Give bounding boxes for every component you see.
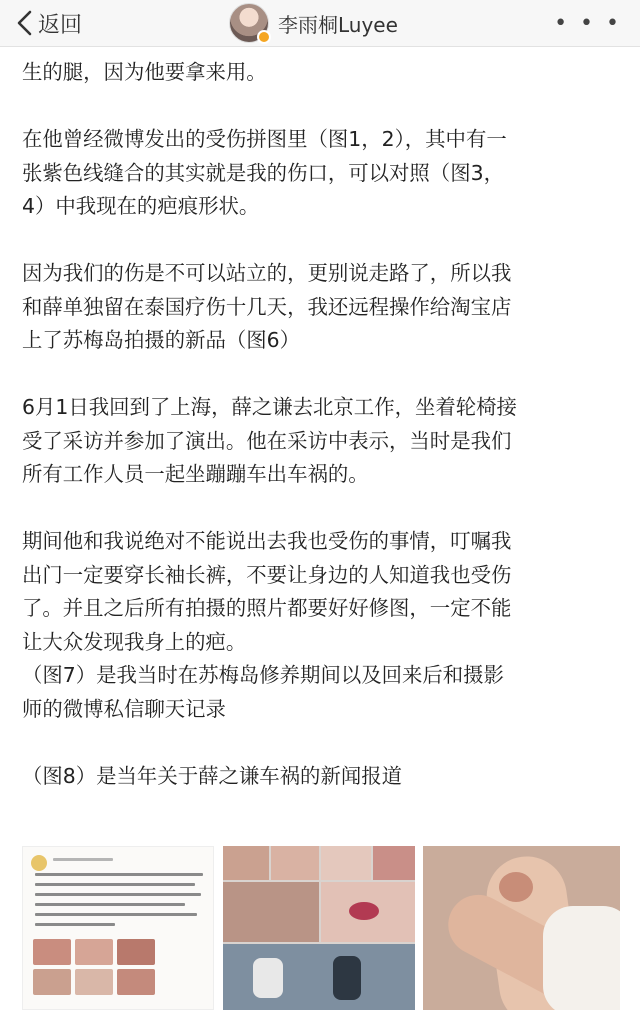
image-injury-collage[interactable] [223, 846, 415, 1010]
navigation-bar [0, 0, 640, 47]
chevron-left-icon [16, 10, 32, 36]
image-chat-screenshot[interactable] [22, 846, 214, 1010]
paragraph: 6月1日我回到了上海，薛之谦去北京工作，坐着轮椅接 受了采访并参加了演出。他在采访中表示，当时是我们 所有工作人员一起坐蹦蹦车出车祸的。 [22, 395, 517, 486]
back-label: 返回 [38, 12, 83, 38]
paragraph: 生的腿，因为他要拿来用。 [22, 60, 267, 84]
more-button[interactable] [554, 0, 622, 46]
more-icon: • • • [554, 10, 622, 36]
back-button[interactable] [16, 0, 82, 46]
image-strip [22, 846, 620, 1010]
image-leg-scar[interactable] [423, 846, 620, 1010]
paragraph: 在他曾经微博发出的受伤拼图里（图1，2），其中有一 张紫色线缝合的其实就是我的伤口，可以对照（图3， 4）中我现在的疤痕形状。 [22, 127, 507, 218]
avatar[interactable] [229, 3, 269, 43]
paragraph: 期间他和我说绝对不能说出去我也受伤的事情，叮嘱我 出门一定要穿长袖长裤，不要让身边的人知道我也受伤 了。并且之后所有拍摄的照片都要好好修图，一定不能 让大众发现我身上的疤。 （图7）是我当时在苏梅岛修养期间以及回来后和摄影 师的微博私信聊天记录 [22, 529, 512, 721]
profile-header[interactable] [229, 3, 398, 43]
paragraph: （图8）是当年关于薛之谦车祸的新闻报道 [22, 763, 403, 788]
paragraph: 因为我们的伤是不可以站立的，更别说走路了，所以我 和薛单独留在泰国疗伤十几天，我还远程操作给淘宝店 上了苏梅岛拍摄的新品（图6） [22, 261, 512, 352]
page-title: 李雨桐Luyee [278, 12, 398, 37]
article-body [22, 56, 626, 793]
verified-badge-icon [257, 30, 271, 44]
